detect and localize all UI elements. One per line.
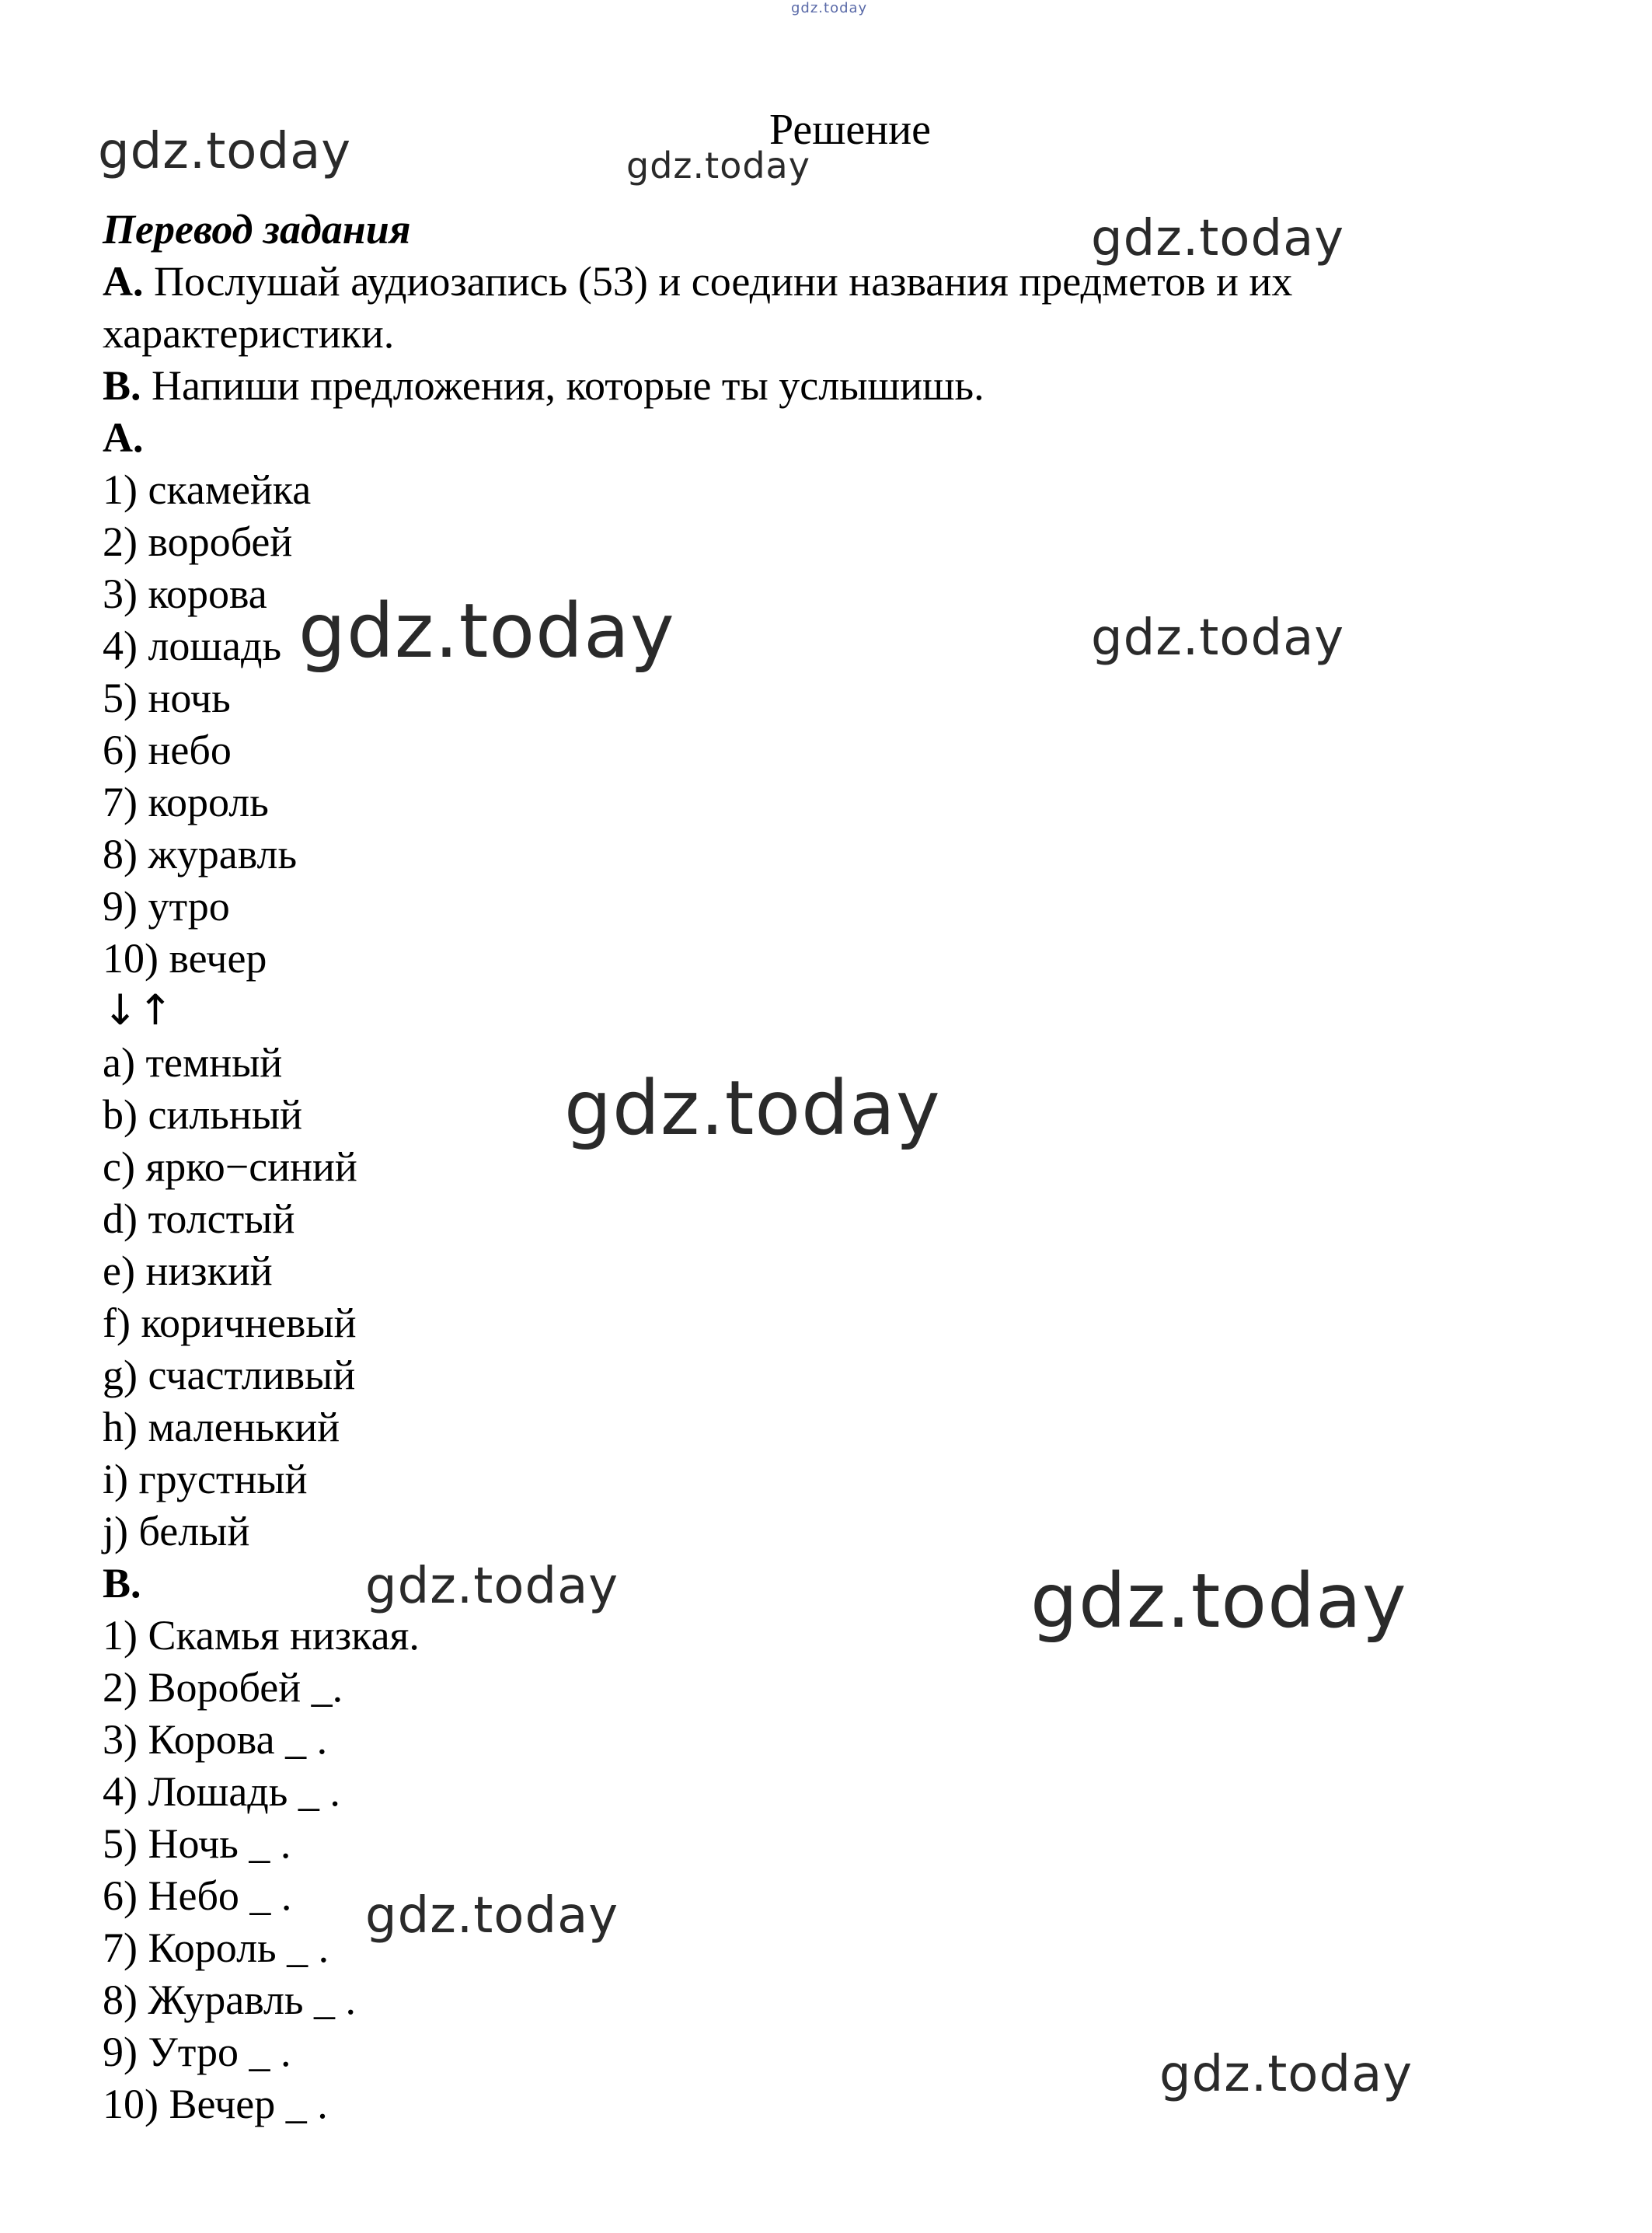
noun-item: 8) журавль [103, 831, 298, 877]
noun-item: 4) лошадь [103, 623, 282, 669]
sentence-item: 3) Корова _ . [103, 1716, 328, 1763]
watermark: gdz.today [1159, 2046, 1413, 2103]
sentence-item: 7) Король _ . [103, 1924, 329, 1971]
sentence-item: 2) Воробей _. [103, 1664, 343, 1711]
watermark: gdz.today [1091, 210, 1345, 267]
watermark: gdz.today [365, 1887, 619, 1945]
match-arrows: ↓↑ [103, 986, 173, 1035]
adjective-item: a) темный [103, 1039, 283, 1086]
adjective-item: i) грустный [103, 1456, 308, 1502]
section-b-label: B. [103, 1560, 141, 1607]
watermark: gdz.today [298, 588, 675, 675]
watermark: gdz.today [1030, 1558, 1407, 1645]
adjective-item: d) толстый [103, 1195, 295, 1242]
sentence-item: 8) Журавль _ . [103, 1977, 357, 2023]
noun-item: 2) воробей [103, 518, 293, 565]
noun-item: 7) король [103, 779, 269, 825]
sentence-item: 4) Лошадь _ . [103, 1768, 340, 1815]
task-b-line [103, 360, 985, 411]
noun-item: 9) утро [103, 883, 230, 930]
section-a-label: A. [103, 414, 144, 461]
watermark: gdz.today [98, 123, 352, 180]
sentence-item: 6) Небо _ . [103, 1872, 292, 1919]
adjective-item: e) низкий [103, 1247, 273, 1294]
noun-item: 6) небо [103, 727, 232, 773]
task-a-label: A. [103, 258, 144, 305]
translation-heading: Перевод задания [103, 206, 411, 253]
watermark: gdz.today [626, 145, 810, 187]
sentence-item: 5) Ночь _ . [103, 1820, 291, 1867]
task-a-line2: характеристики. [103, 310, 395, 357]
task-a-text-1: Послушай аудиозапись (53) и соедини названия предметов и их [154, 258, 1293, 305]
watermark: gdz.today [365, 1558, 619, 1615]
noun-item: 1) скамейка [103, 466, 312, 513]
sentence-item: 9) Утро _ . [103, 2029, 291, 2075]
sentence-item: 10) Вечер _ . [103, 2081, 328, 2127]
adjective-item: c) ярко−синий [103, 1143, 357, 1190]
sentence-item: 1) Скамья низкая. [103, 1612, 420, 1659]
task-b-text: Напиши предложения, которые ты услышишь. [152, 362, 985, 409]
adjective-item: j) белый [103, 1508, 250, 1554]
page-title: Решение [769, 106, 932, 154]
noun-item: 3) корова [103, 570, 267, 617]
noun-item: 5) ночь [103, 675, 231, 721]
noun-item: 10) вечер [103, 935, 267, 982]
adjective-item: b) сильный [103, 1091, 303, 1138]
watermark: gdz.today [1091, 609, 1345, 667]
adjective-item: h) маленький [103, 1404, 340, 1450]
watermark-top-tiny: gdz.today [791, 0, 868, 16]
adjective-item: g) счастливый [103, 1352, 356, 1398]
watermark: gdz.today [564, 1065, 941, 1152]
task-b-label: B. [103, 362, 141, 409]
adjective-item: f) коричневый [103, 1300, 357, 1346]
